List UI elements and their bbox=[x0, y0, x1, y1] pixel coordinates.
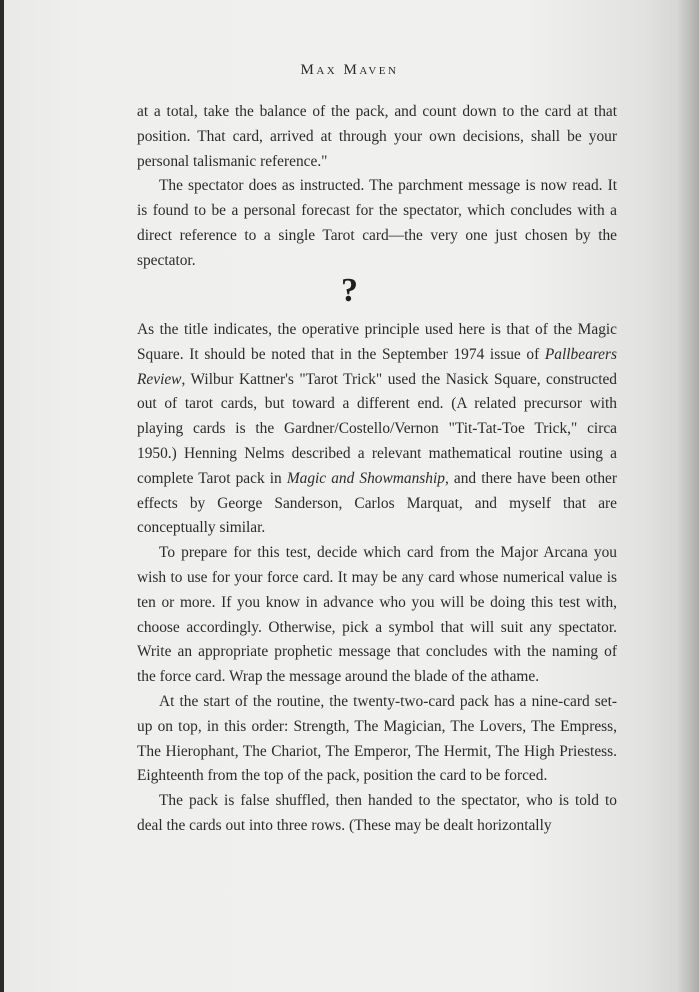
text-block-top bbox=[137, 100, 617, 274]
paragraph-continuation: at a total, take the balance of the pack, and count down to the card at that position. That card, arrived at through your own decisions, shall be your personal talismanic reference." bbox=[137, 103, 617, 170]
paragraph-spectator: The spectator does as instructed. The parchment message is now read. It is found to be a personal forecast for the spectator, which concludes with a direct reference to a single Tarot card—the very one just chosen by the spectator. bbox=[137, 177, 617, 269]
text-block-main bbox=[137, 318, 617, 839]
section-break-mark: ? bbox=[341, 272, 358, 309]
paragraph-magic-square bbox=[137, 318, 617, 541]
title-pallbearers-review: Pallbearers Review bbox=[137, 345, 617, 388]
paragraph-setup: At the start of the routine, the twenty-two-card pack has a nine-card set-up on top, in this order: Strength, The Magician, The Lovers, The Empress, The Hierophant, The Chariot, The Emperor, The Hermit, The High Priestess. Eighteenth from the top of the pack, position the card to be forced. bbox=[137, 692, 617, 785]
magic-square-text-2: , Wilbur Kattner's "Tarot Trick" used the Nasick Square, constructed out of tarot cards, but toward a different end. (A related precursor with playing cards is the Gardner/Costello/Vernon "Tit-Tat-Toe Trick," circa 1950.) Henning Nelms described a relevant mathematical routine using a complete Tarot pack in bbox=[137, 370, 617, 487]
title-magic-and-showmanship: Magic and Showmanship bbox=[286, 469, 445, 487]
gutter-shadow bbox=[677, 0, 699, 992]
page-left-edge bbox=[0, 0, 4, 992]
magic-square-text-3: , and there have been other effects by George Sanderson, Carlos Marquat, and myself that are conceptually similar. bbox=[137, 469, 617, 537]
paragraph-false-shuffle: The pack is false shuffled, then handed to the spectator, who is told to deal the cards out into three rows. (These may be dealt horizontally bbox=[137, 792, 617, 834]
paragraph-prepare: To prepare for this test, decide which card from the Major Arcana you wish to use for your force card. It may be any card whose numerical value is ten or more. If you know in advance who you will be doing this test with, choose accordingly. Otherwise, pick a symbol that will suit any spectator. Write an appropriate prophetic message that concludes with the naming of the force card. Wrap the message around the blade of the athame. bbox=[137, 544, 617, 686]
magic-square-text-1: As the title indicates, the operative principle used here is that of the Magic Square. It should be noted that in the September 1974 issue of bbox=[137, 321, 617, 363]
running-header: Max Maven bbox=[300, 62, 399, 78]
